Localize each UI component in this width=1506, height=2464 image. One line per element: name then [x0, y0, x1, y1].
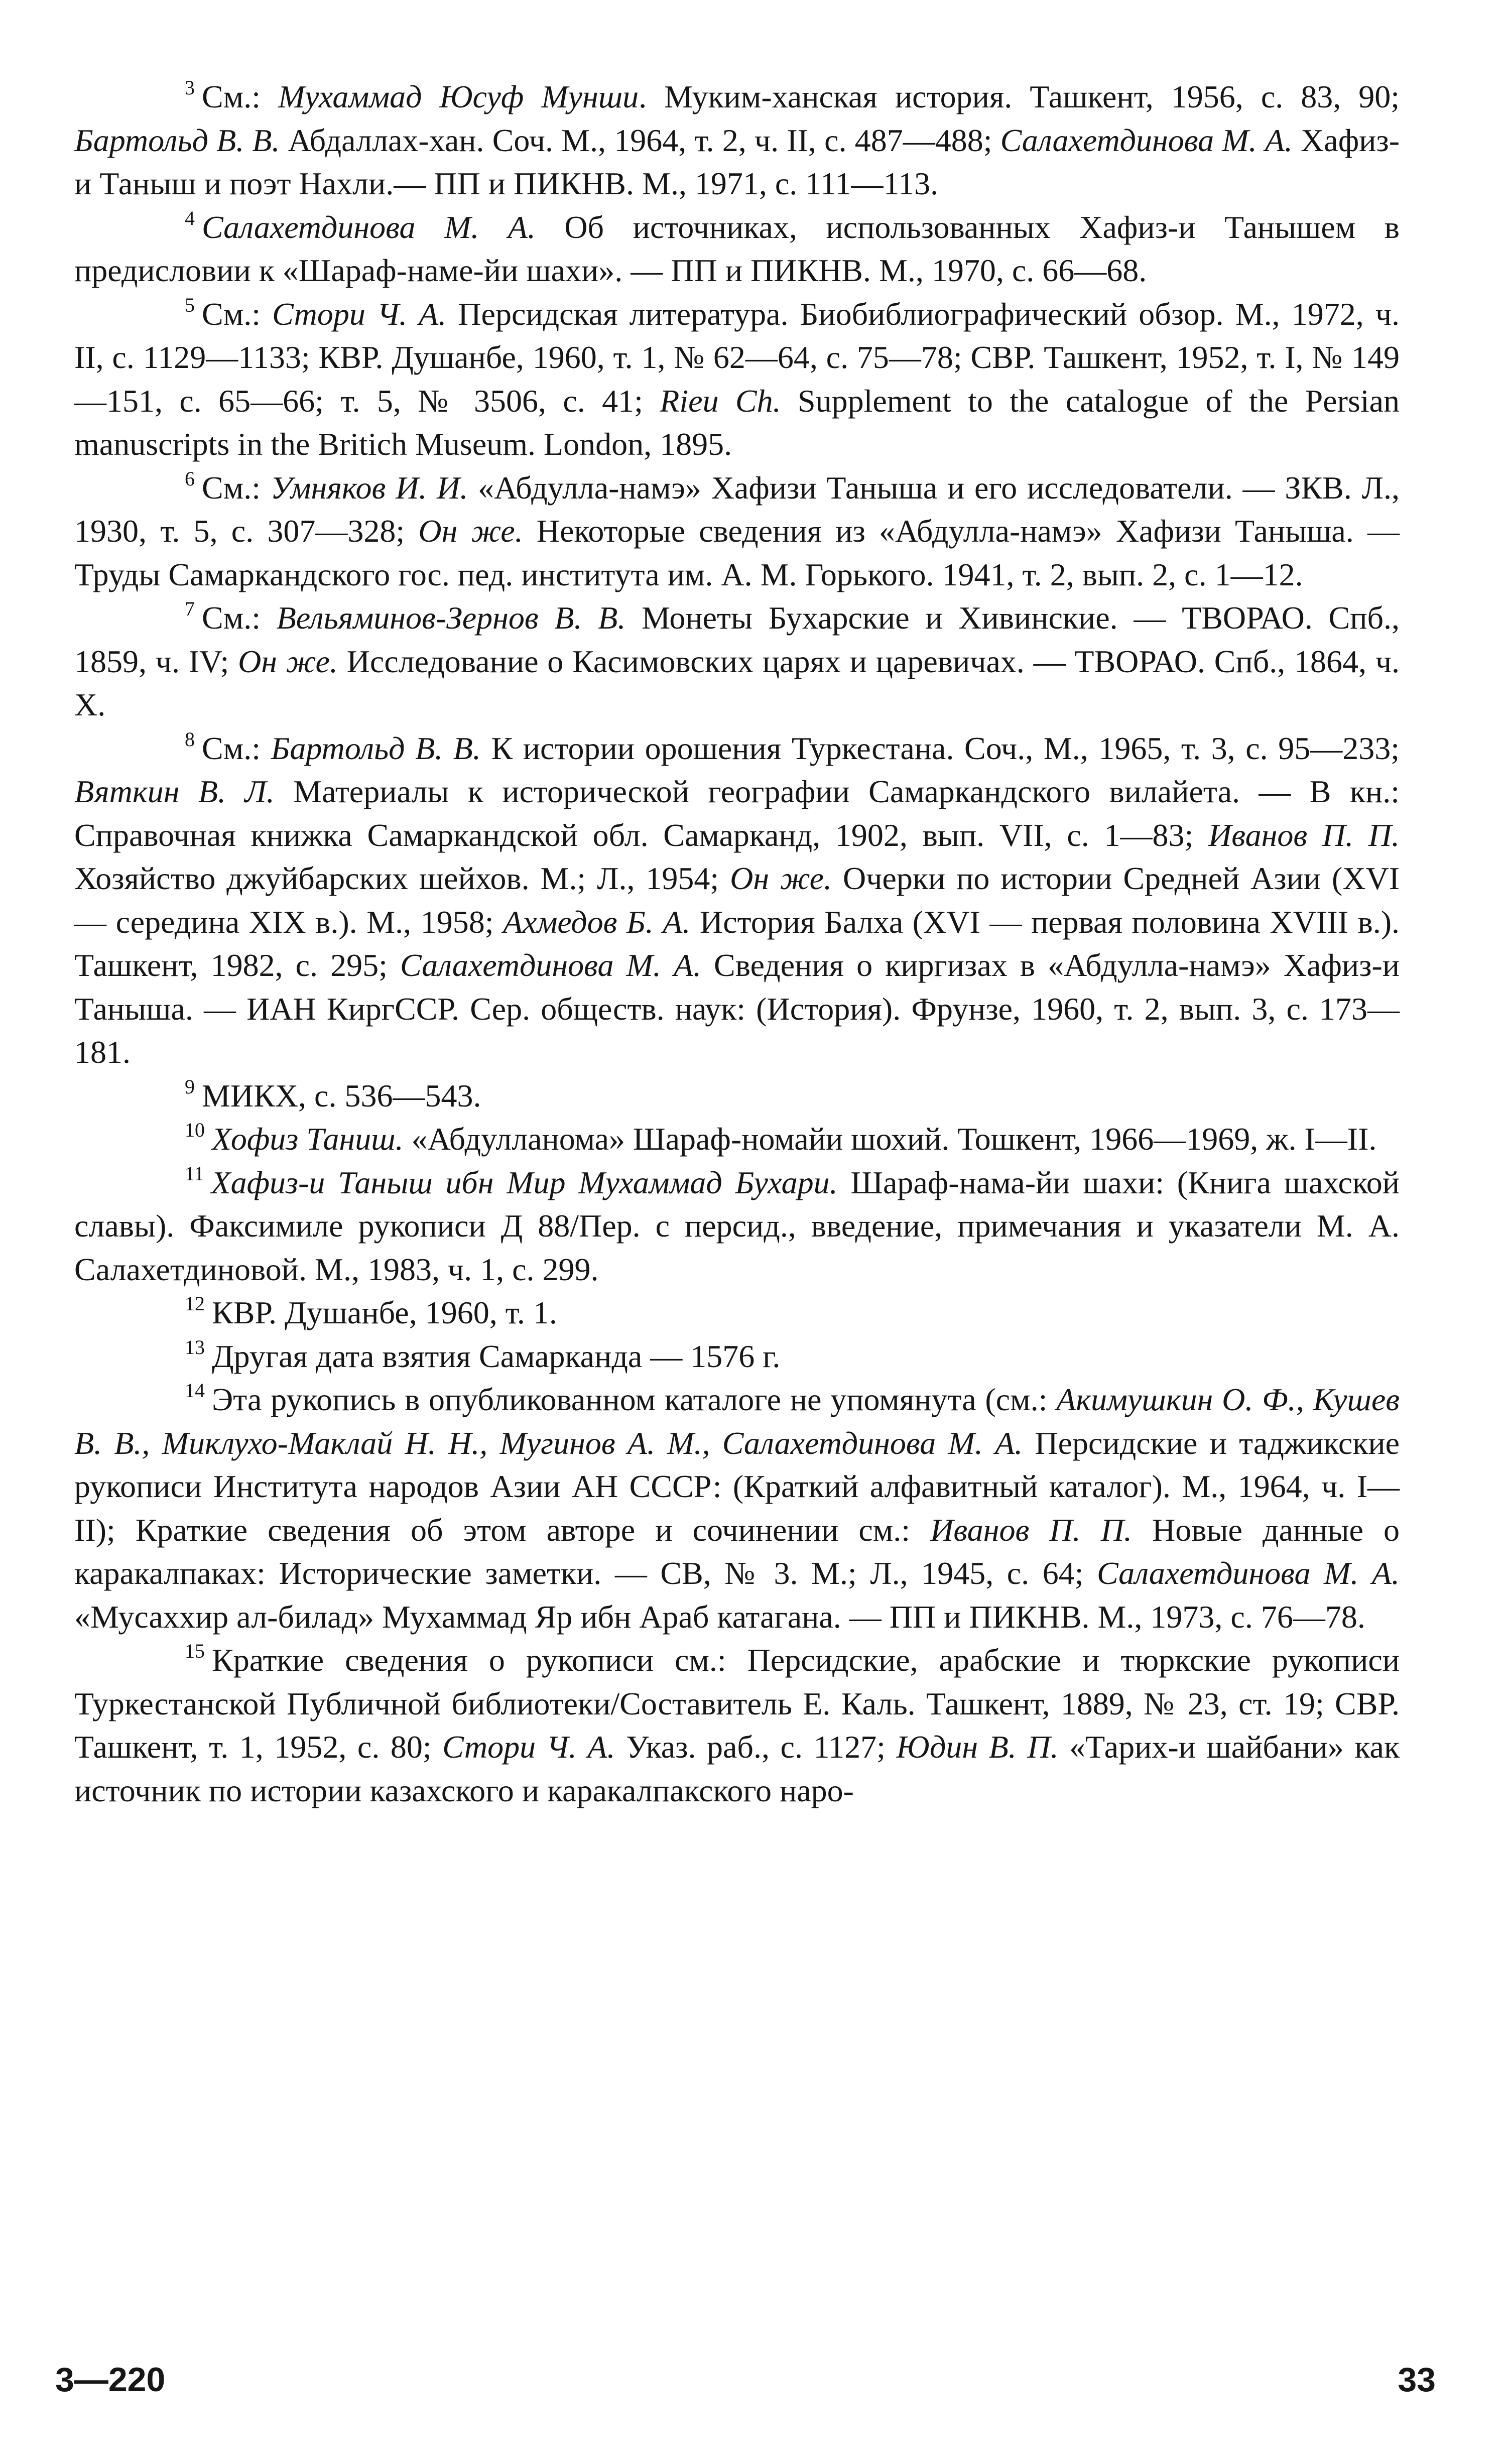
footnote-number: 7: [185, 597, 195, 620]
footnote-text: Персидские и таджикские рукописи Института народов Азии АН СССР: (Краткий алфавитный каталог). М., 1964, ч. I—II); Краткие сведения об этом авторе и сочинении см.:: [74, 1425, 1400, 1548]
footnote-text: См.:: [202, 469, 271, 506]
footnote-text: Хафиз-и Таныш и поэт Нахли.— ПП и ПИКНВ. М., 1971, с. 111—113.: [74, 122, 1400, 201]
author-name: Вяткин В. Л.: [74, 774, 275, 809]
footnote-text: Шараф-нама-йи шахи: (Книга шахской славы). Факсимиле рукописи Д 88/Пер. с персид., введение, примечания и указатели М. А. Салахетдиновой. М., 1983, ч. 1, с. 299.: [74, 1164, 1400, 1287]
author-name: Rieu Ch.: [660, 383, 781, 419]
footnote-number: 13: [185, 1335, 205, 1359]
footnote-text: Краткие сведения о рукописи см.: Персидские, арабские и тюркские рукописи Туркестанской Публичной библиотеки/Составитель Е. Каль. Ташкент, 1889, № 23, ст. 19; СВР. Ташкент, т. 1, 1952, с. 80;: [74, 1642, 1400, 1765]
footnote-text: «Абдулла-намэ» Хафизи Таныша и его исследователи. — ЗКВ. Л., 1930, т. 5, с. 307—328;: [74, 469, 1400, 549]
footnote-number: 10: [185, 1119, 205, 1141]
footnote-number: 15: [185, 1640, 205, 1662]
author-name: Хофиз Таниш.: [212, 1121, 404, 1157]
author-name: Бартольд В. В.: [271, 730, 481, 766]
footnote-number: 4: [185, 206, 195, 229]
footnote-number: 8: [185, 727, 195, 751]
footnote-text: . Муким-ханская история. Ташкент, 1956, с. 83, 90;: [639, 79, 1400, 114]
footnote-text: Материалы к исторической географии Самаркандского вилайета. — В кн.: Справочная книжка Самаркандской обл. Самарканд, 1902, вып. VII, с. 1—83;: [74, 774, 1400, 853]
footnote-15: [74, 1639, 1400, 1812]
footnote-text: Монеты Бухарские и Хивинские. — ТВОРАО. Спб., 1859, ч. IV;: [74, 600, 1400, 679]
footnote-text: Сведения о киргизах в «Абдулла-намэ» Хафиз-и Таныша. — ИАН КиргССР. Сер. обществ. наук: (История). Фрунзе, 1960, т. 2, вып. 3, с. 173—181.: [74, 947, 1400, 1070]
author-name: Салахетдинова М. А.: [400, 947, 701, 983]
author-name: Он же.: [238, 643, 338, 679]
author-name: Он же.: [418, 513, 523, 549]
footnote-number: 6: [185, 467, 195, 490]
footnote-number: 11: [185, 1162, 204, 1185]
footnote-text: Указ. раб., с. 1127;: [615, 1729, 897, 1765]
author-name: Салахетдинова М. А.: [1000, 122, 1293, 158]
footnote-text: Некоторые сведения из «Абдулла-намэ» Хафизи Таныша. — Труды Самаркандского гос. пед. института им. А. М. Горького. 1941, т. 2, вып. 2, с. 1—12.: [74, 513, 1400, 592]
author-name: Стори Ч. А.: [442, 1729, 615, 1765]
footnote-text: Об источниках, использованных Хафиз-и Танышем в предисловии к «Шараф-наме-йи шахи». — ПП и ПИКНВ. М., 1970, с. 66—68.: [74, 209, 1400, 288]
footnote-text: МИКХ, с. 536—543.: [202, 1077, 481, 1114]
printer-signature-mark: 3—220: [55, 2361, 166, 2399]
author-name: Акимушкин О. Ф., Кушев В. В., Миклухо-Маклай Н. Н., Мугинов А. М., Салахетдинова М. А.: [74, 1382, 1400, 1461]
author-name: Салахетдинова М. А.: [202, 209, 536, 245]
footnote-7: [74, 596, 1400, 727]
footnote-10: [74, 1118, 1400, 1161]
author-name: Он же.: [730, 860, 832, 896]
footnote-text: Другая дата взятия Самарканда — 1576 г.: [212, 1338, 781, 1374]
footnote-number: 9: [185, 1075, 195, 1098]
footnote-9: [74, 1074, 1400, 1118]
footnote-text: КВР. Душанбе, 1960, т. 1.: [212, 1295, 557, 1330]
footnote-4: [74, 206, 1400, 293]
author-name: Ахмедов Б. А.: [503, 904, 691, 940]
footnote-text: «Тарих-и шайбани» как источник по истории казахского и каракалпакского наро-: [74, 1729, 1400, 1808]
footnote-number: 12: [185, 1292, 205, 1315]
footnote-text: Абдаллах-хан. Соч. М., 1964, т. 2, ч. II, с. 487—488;: [280, 122, 1000, 158]
footnote-text: См.:: [202, 600, 277, 636]
author-name: Мухаммад Юсуф Мунши: [278, 79, 639, 114]
author-name: Стори Ч. А.: [272, 296, 447, 332]
footnote-text: Исследование о Касимовских царях и царевичах. — ТВОРАО. Спб., 1864, ч. X.: [74, 643, 1400, 722]
footnote-text: К истории орошения Туркестана. Соч., М., 1965, т. 3, с. 95—233;: [480, 730, 1400, 766]
author-name: Вельяминов-Зернов В. В.: [276, 600, 626, 636]
author-name: Иванов П. П.: [930, 1512, 1132, 1548]
footnote-11: [74, 1161, 1400, 1292]
author-name: Салахетдинова М. А.: [1097, 1555, 1400, 1591]
footnote-3: [74, 75, 1400, 206]
footnote-text: История Балха (XVI — первая половина XVIII в.). Ташкент, 1982, с. 295;: [74, 904, 1400, 983]
page-number: 33: [1398, 2361, 1436, 2399]
footnote-13: [74, 1335, 1400, 1379]
footnote-number: 14: [185, 1379, 205, 1402]
footnote-text: См.:: [202, 79, 278, 114]
footnote-text: Хозяйство джуйбарских шейхов. М.; Л., 1954;: [74, 860, 730, 896]
footnotes-block: [74, 75, 1400, 1812]
author-name: Иванов П. П.: [1208, 817, 1400, 853]
footnote-text: См.:: [202, 296, 273, 332]
author-name: Юдин В. П.: [896, 1729, 1059, 1765]
footnote-text: Эта рукопись в опубликованном каталоге не упомянута (см.:: [212, 1382, 1057, 1417]
footnote-number: 5: [185, 293, 195, 316]
footnote-5: [74, 293, 1400, 466]
author-name: Бартольд В. В.: [74, 122, 280, 158]
footnote-14: [74, 1378, 1400, 1639]
footnote-text: Очерки по истории Средней Азии (XVI — середина XIX в.). М., 1958;: [74, 860, 1400, 940]
footnote-6: [74, 466, 1400, 597]
footnote-number: 3: [185, 76, 195, 99]
author-name: Умняков И. И.: [270, 469, 468, 506]
footnote-text: Персидская литература. Биобиблиографический обзор. М., 1972, ч. II, с. 1129—1133; КВР. Душанбе, 1960, т. 1, № 62—64, с. 75—78; СВР. Ташкент, 1952, т. I, № 149—151, с. 65—66; т. 5, № 3506, с. 41;: [74, 296, 1400, 419]
footnote-text: «Абдулланома» Шараф-номайи шохий. Тошкент, 1966—1969, ж. I—II.: [403, 1121, 1377, 1157]
footnote-text: См.:: [202, 730, 271, 766]
author-name: Хафиз-и Таныш ибн Мир Мухаммад Бухари.: [211, 1164, 838, 1200]
footnote-text: «Мусаххир ал-билад» Мухаммад Яр ибн Араб катагана. — ПП и ПИКНВ. М., 1973, с. 76—78.: [74, 1598, 1365, 1635]
footnote-text: Supplement to the catalogue of the Persian manuscripts in the Britich Museum. London, 1895.: [74, 383, 1400, 462]
footnote-8: [74, 727, 1400, 1074]
footnote-text: Новые данные о каракалпаках: Исторические заметки. — СВ, № 3. М.; Л., 1945, с. 64;: [74, 1512, 1400, 1591]
footnote-12: [74, 1291, 1400, 1335]
